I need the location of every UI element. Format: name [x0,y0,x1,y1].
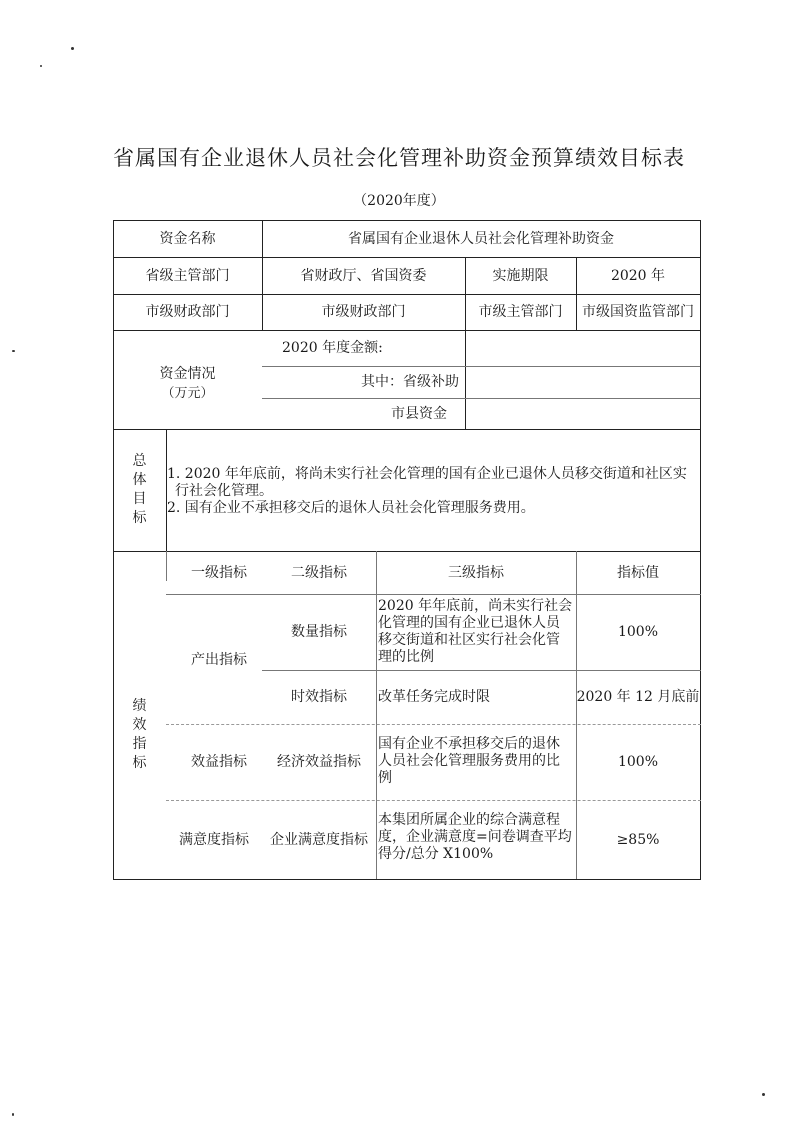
scan-speck [12,1113,14,1116]
period-label: 实施期限 [492,267,549,284]
performance-label [113,551,166,879]
period-value: 2020 年 [610,267,666,284]
satisfaction-level3 [378,812,576,866]
timeliness-level2: 时效指标 [291,689,347,705]
year-label: （2020年度） [353,193,445,209]
header-level1: 一级指标 [191,564,247,581]
performance-char: 指 [132,736,147,752]
goal-item-2: 2. 国有企业不承担移交后的退休人员社会化管理服务费用。 [167,500,535,516]
provincial-dept-value: 省财政厅、省国资委 [300,267,427,284]
satisfaction-level3-line: 本集团所属企业的综合满意程 [378,812,560,828]
overall-goal-char: 总 [132,453,147,469]
funds-provincial-value [465,366,700,398]
overall-goal-label [113,429,166,551]
scan-speck [12,350,15,352]
fund-name-label: 资金名称 [159,230,216,247]
benefit-level3-line: 人员社会化管理服务费用的比 [378,753,560,769]
timeliness-level3: 改革任务完成时限 [378,689,490,705]
benefit-level1: 效益指标 [191,754,247,770]
scan-speck [71,47,74,50]
overall-goal-char: 目 [132,491,147,507]
city-finance-value: 市级财政部门 [321,304,406,320]
funds-total-label: 2020 年度金额: [282,340,383,356]
funds-county-label: 市县资金 [391,405,447,422]
funds-provincial-label: 其中：省级补助 [361,374,459,390]
satisfaction-level3-line: 得分/总分 X100% [378,846,494,862]
funds-label-line1: 资金情况 [159,365,216,382]
city-dept-value: 市级国资监管部门 [582,304,694,320]
performance-char: 效 [132,717,147,733]
performance-char: 标 [132,755,147,771]
overall-goal-text [167,466,701,517]
city-finance-label: 市级财政部门 [145,304,230,320]
benefit-level2: 经济效益指标 [277,754,361,770]
benefit-level3 [378,736,576,790]
provincial-dept-label: 省级主管部门 [145,267,230,284]
output-level1: 产出指标 [191,652,247,668]
quantity-level3-line: 2020 年年底前，尚未实行社会 [378,598,573,614]
benefit-value: 100% [617,754,659,770]
quantity-level2: 数量指标 [291,624,347,640]
page-title: 省属国有企业退休人员社会化管理补助资金预算绩效目标表 [113,146,685,170]
funds-label [113,330,262,429]
header-value: 指标值 [617,564,659,581]
header-level3: 三级指标 [448,564,504,581]
overall-goal-char: 体 [132,472,147,488]
goal-item-1-line2: 行社会化管理。 [175,483,273,499]
scan-speck [762,1093,765,1096]
overall-goal-char: 标 [132,510,147,526]
quantity-level3-line: 移交街道和社区实行社会化管 [378,632,560,648]
goal-item-1-line1: 1. 2020 年年底前，将尚未实行社会化管理的国有企业已退休人员移交街道和社区实 [167,466,687,482]
benefit-level3-line: 例 [378,770,392,786]
satisfaction-level2: 企业满意度指标 [270,831,368,848]
fund-name-value: 省属国有企业退休人员社会化管理补助资金 [348,230,614,247]
quantity-level3-line: 化管理的国有企业已退休人员 [378,615,560,631]
city-dept-label: 市级主管部门 [478,304,563,320]
funds-county-value [465,398,700,429]
funds-total-value [465,330,700,366]
timeliness-value: 2020 年 12 月底前 [576,689,700,705]
header-level2: 二级指标 [291,564,347,581]
satisfaction-level3-line: 度，企业满意度=问卷调查平均 [378,829,572,845]
performance-char: 绩 [132,698,147,714]
funds-label-line2: （万元） [161,385,214,401]
quantity-value: 100% [617,624,659,640]
satisfaction-level1: 满意度指标 [179,831,249,848]
benefit-level3-line: 国有企业不承担移交后的退休 [378,736,560,752]
quantity-level3-line: 理的比例 [378,649,434,665]
satisfaction-value: ≥85% [616,831,660,848]
quantity-level3 [378,598,576,666]
scan-speck [40,65,42,67]
